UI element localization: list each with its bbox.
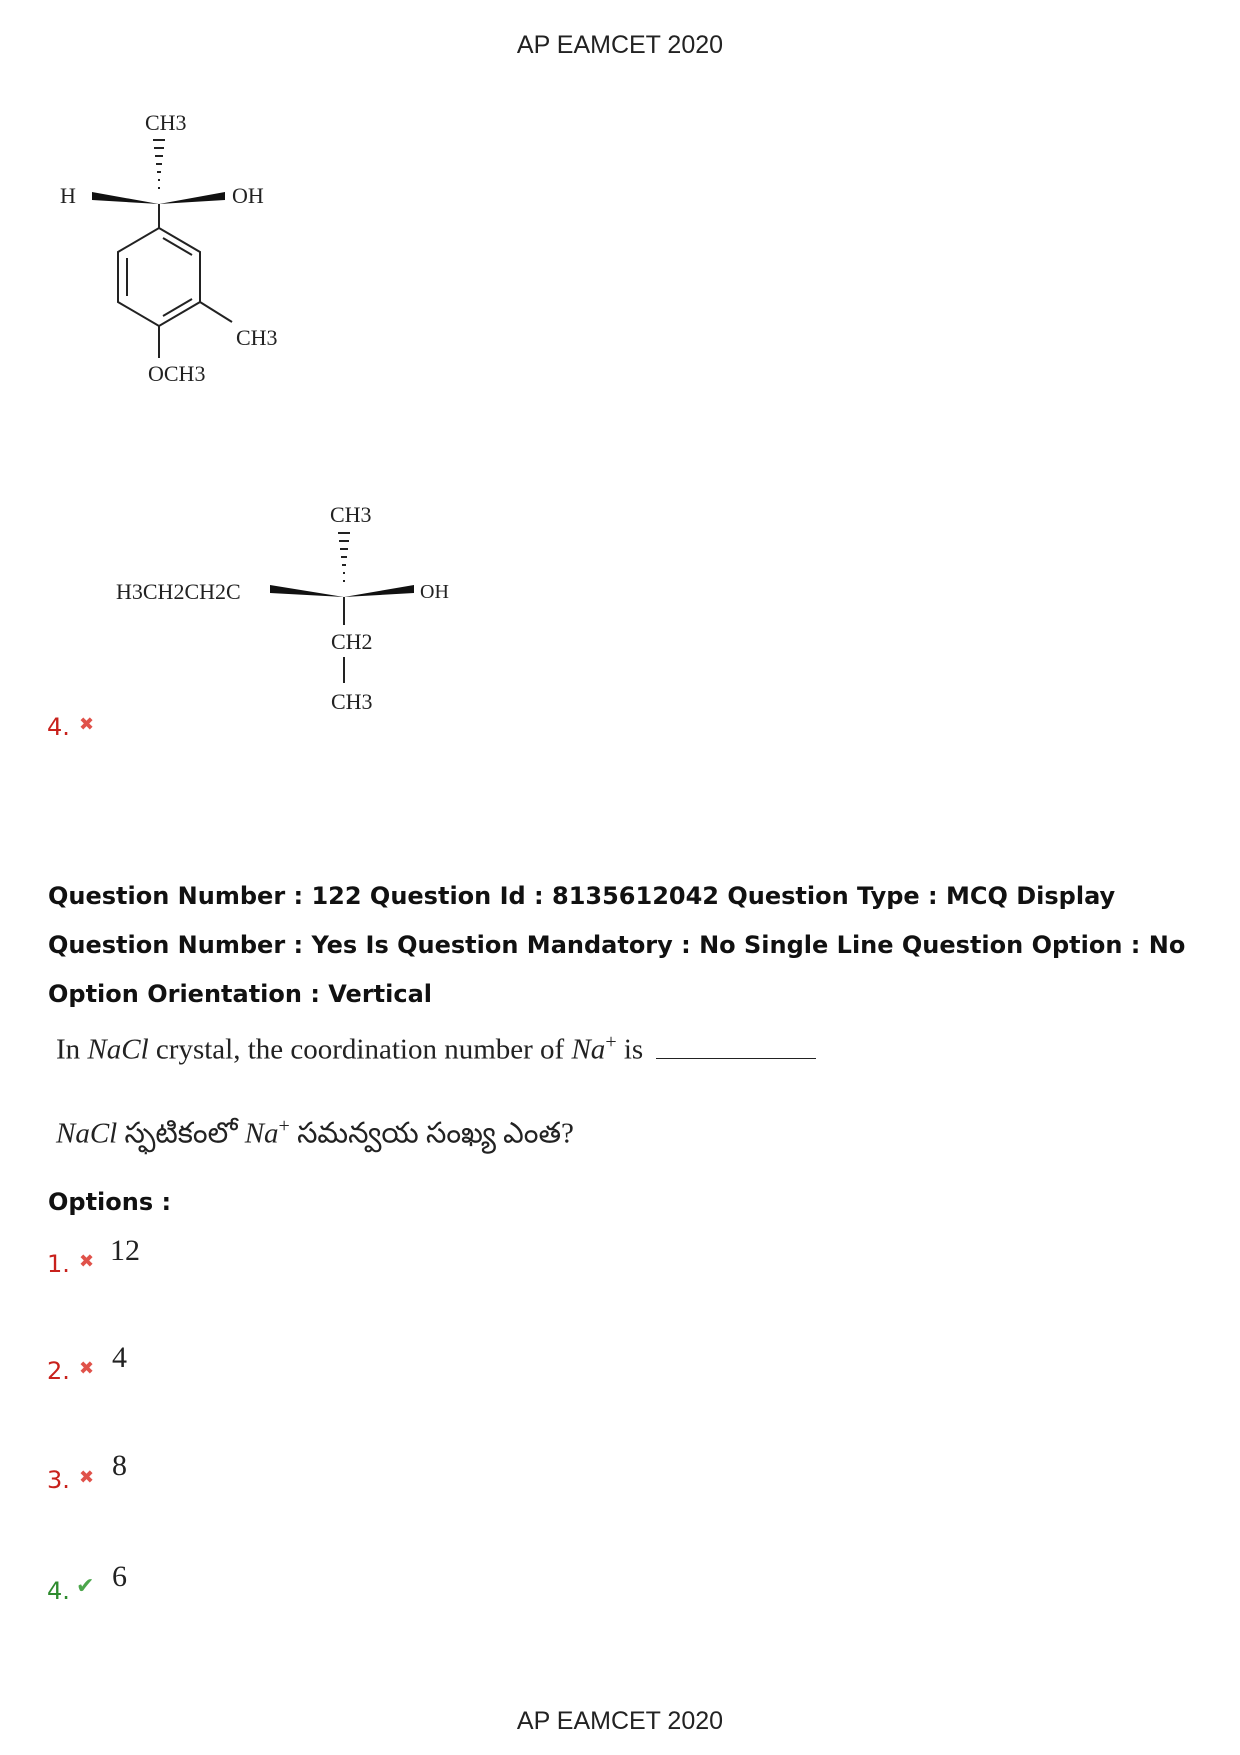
english-ion-charge: + <box>605 1031 617 1053</box>
structure-b-left-label: H3CH2CH2C <box>116 579 241 604</box>
telugu-ion-charge: + <box>278 1115 290 1137</box>
structure-a-ring-label: CH3 <box>236 325 278 350</box>
option-3-value: 8 <box>112 1449 127 1482</box>
prev-option-4-number: 4. <box>47 713 70 741</box>
answer-blank <box>656 1036 816 1059</box>
english-prefix: In <box>56 1033 81 1066</box>
telugu-ion: Na <box>244 1117 279 1150</box>
question-meta: Question Number : 122 Question Id : 8135612042 Question Type : MCQ Display Question Number : Yes Is Question Mandatory : No Single Line Question Option : No Option Orientation : Vertical <box>48 882 1186 1008</box>
option-1-number: 1. <box>47 1250 70 1278</box>
english-ion: Na <box>571 1033 606 1066</box>
option-4-value: 6 <box>112 1560 127 1593</box>
structure-b <box>116 502 449 714</box>
cross-icon: ✖ <box>79 1358 95 1379</box>
structure-a-right-label: OH <box>232 183 264 208</box>
english-formula: NaCl <box>87 1033 149 1066</box>
structure-b-right-label: OH <box>420 581 449 603</box>
option-3-number: 3. <box>47 1466 70 1494</box>
options-label: Options : <box>48 1188 172 1216</box>
question-text-telugu <box>56 1115 574 1158</box>
option-2-number: 2. <box>47 1357 70 1385</box>
telugu-formula: NaCl <box>56 1117 118 1150</box>
structure-a-top-label: CH3 <box>145 110 187 135</box>
option-4-number: 4. <box>47 1577 70 1605</box>
structure-a-bottom-label: OCH3 <box>148 361 206 386</box>
option-1-value: 12 <box>110 1234 140 1267</box>
english-suffix: is <box>623 1033 644 1066</box>
telugu-mid: స్ఫటికంలో <box>124 1117 238 1150</box>
structure-a-left-label: H <box>60 183 76 208</box>
question-text-english <box>56 1031 816 1067</box>
english-mid: crystal, the coordination number of <box>155 1033 565 1066</box>
cross-icon: ✖ <box>79 714 95 735</box>
chemical-structures <box>0 0 1240 760</box>
structure-b-down1-label: CH2 <box>331 629 373 654</box>
telugu-suffix: సమన్వయ సంఖ్య ఎంత? <box>297 1117 574 1150</box>
structure-b-down2-label: CH3 <box>331 689 373 714</box>
check-icon: ✔ <box>76 1574 95 1599</box>
cross-icon: ✖ <box>79 1251 95 1272</box>
page-footer: AP EAMCET 2020 <box>516 1707 724 1735</box>
structure-b-top-label: CH3 <box>330 502 372 527</box>
page-header: AP EAMCET 2020 <box>516 31 724 59</box>
option-2-value: 4 <box>112 1341 127 1374</box>
cross-icon: ✖ <box>79 1467 95 1488</box>
structure-a <box>60 110 278 386</box>
